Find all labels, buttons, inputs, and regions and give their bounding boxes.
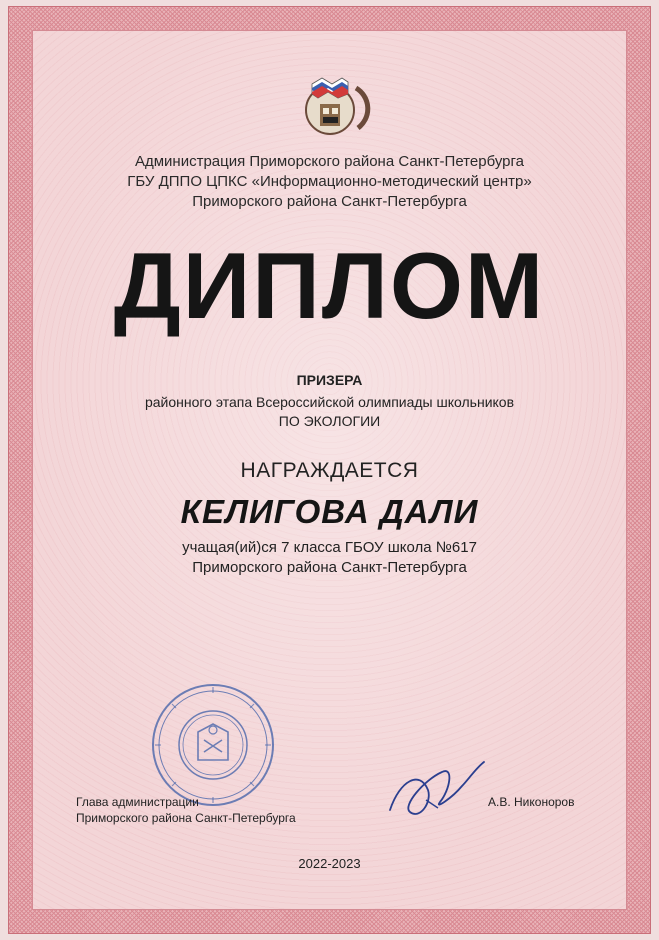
issuer-line: ГБУ ДППО ЦПКС «Информационно-методический центр» — [127, 173, 532, 190]
event-description — [40, 393, 619, 431]
official-seal-stamp — [148, 680, 278, 810]
olympiad-emblem-icon — [296, 74, 374, 138]
signatory-position-line: Глава администрации — [76, 795, 199, 809]
student-line: Приморского района Санкт-Петербурга — [192, 559, 467, 576]
student-info — [40, 538, 619, 578]
issuer-block — [40, 152, 619, 212]
awarded-label: НАГРАЖДАЕТСЯ — [240, 459, 419, 482]
academic-year: 2022-2023 — [298, 856, 361, 871]
issuer-line: Приморского района Санкт-Петербурга — [192, 193, 467, 210]
event-subject: ПО ЭКОЛОГИИ — [278, 413, 381, 429]
signatory-name: А.В. Никоноров — [488, 795, 575, 809]
signatory-position — [76, 794, 296, 826]
signatory-position-line: Приморского района Санкт-Петербурга — [76, 811, 296, 825]
issuer-line: Администрация Приморского района Санкт-Петербурга — [134, 153, 524, 170]
recipient-name: КЕЛИГОВА ДАЛИ — [180, 493, 479, 530]
handwritten-signature — [380, 750, 490, 830]
student-line: учащая(ий)ся 7 класса ГБОУ школа №617 — [182, 539, 477, 556]
award-kind: ПРИЗЕРА — [296, 372, 363, 388]
event-line: районного этапа Всероссийской олимпиады школьников — [144, 394, 515, 410]
diploma-title: ДИПЛОМ — [113, 233, 546, 338]
